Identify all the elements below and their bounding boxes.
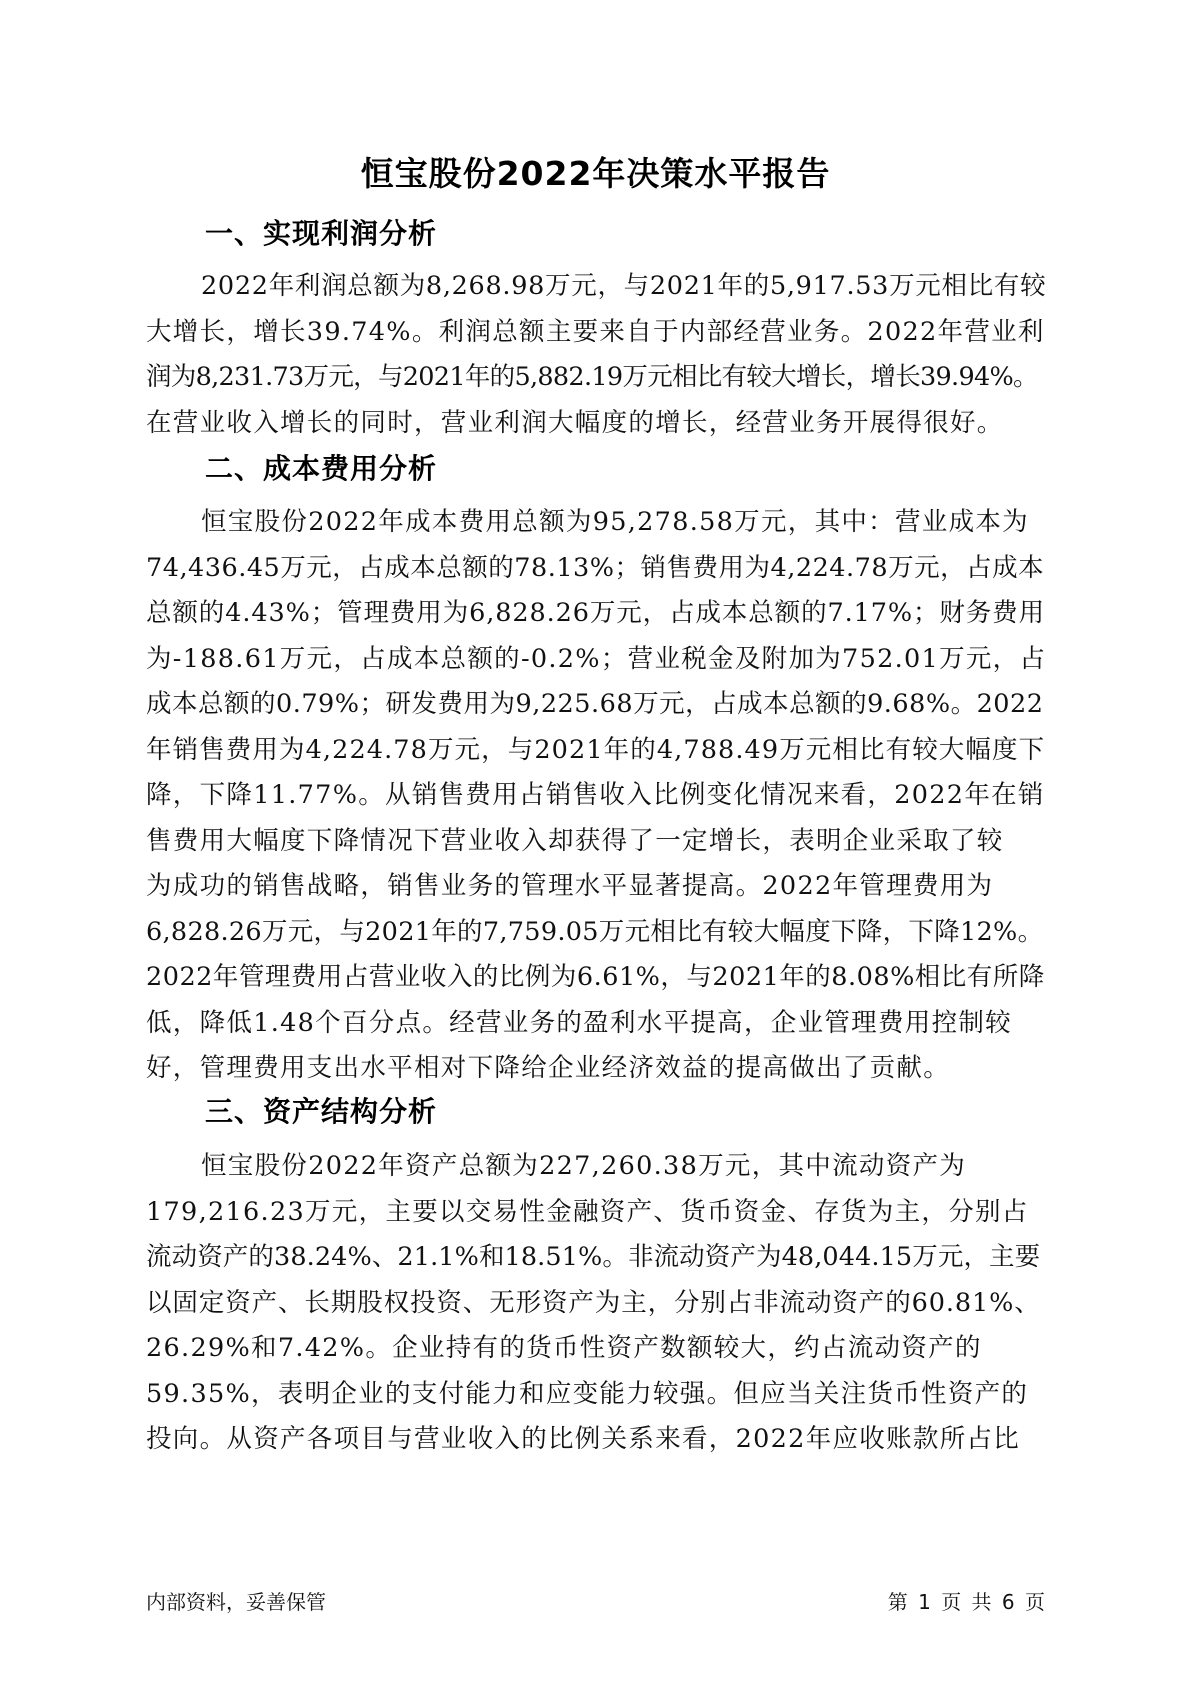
paragraph-line: 以固定资产、长期股权投资、无形资产为主，分别占非流动资产的60.81%、 [146, 1287, 1041, 1318]
paragraph-line: 179,216.23万元，主要以交易性金融资产、货币资金、存货为主，分别占 [146, 1196, 1029, 1227]
paragraph-line: 6,828.26万元，与2021年的7,759.05万元相比有较大幅度下降，下降12%。 [146, 916, 1044, 947]
paragraph-line: 26.29%和7.42%。企业持有的货币性资产数额较大，约占流动资产的 [146, 1333, 982, 1363]
paragraph-line: 低，降低1.48个百分点。经营业务的盈利水平提高，企业管理费用控制较 [146, 1007, 1012, 1038]
paragraph-line: 年销售费用为4,224.78万元，与2021年的4,788.49万元相比有较大幅度下 [146, 734, 1046, 765]
section-heading-cost: 二、成本费用分析 [205, 452, 438, 485]
section-body-profit [146, 264, 1046, 446]
paragraph-line: 为-188.61万元，占成本总额的-0.2%；营业税金及附加为752.01万元，占 [146, 643, 1047, 674]
paragraph-line: 总额的4.43%；管理费用为6,828.26万元，占成本总额的7.17%；财务费用 [146, 598, 1045, 628]
paragraph-line: 74,436.45万元，占成本总额的78.13%；销售费用为4,224.78万元，占成本 [146, 552, 1045, 583]
page-title: 恒宝股份2022年决策水平报告 [360, 154, 831, 193]
section-body-cost [146, 500, 1046, 1092]
paragraph-line: 在营业收入增长的同时，营业利润大幅度的增长，经营业务开展得很好。 [146, 407, 1004, 438]
paragraph-line: 2022年管理费用占营业收入的比例为6.61%，与2021年的8.08%相比有所降 [146, 962, 1045, 992]
paragraph-line: 大增长，增长39.74%。利润总额主要来自于内部经营业务。2022年营业利 [146, 316, 1045, 347]
paragraph-line: 降，下降11.77%。从销售费用占销售收入比例变化情况来看，2022年在销 [146, 780, 1045, 810]
paragraph-line: 为成功的销售战略，销售业务的管理水平显著提高。2022年管理费用为 [146, 871, 994, 901]
paragraph-line: 好，管理费用支出水平相对下降给企业经济效益的提高做出了贡献。 [146, 1053, 951, 1083]
paragraph-line: 59.35%，表明企业的支付能力和应变能力较强。但应当关注货币性资产的 [146, 1378, 1029, 1409]
paragraph-line: 成本总额的0.79%；研发费用为9,225.68万元，占成本总额的9.68%。2022 [146, 689, 1044, 719]
paragraph-line: 投向。从资产各项目与营业收入的比例关系来看，2022年应收账款所占比 [146, 1424, 1021, 1454]
section-heading-assets: 三、资产结构分析 [205, 1095, 438, 1128]
paragraph-line: 流动资产的38.24%、21.1%和18.51%。非流动资产为48,044.15万元，主要 [146, 1242, 1041, 1272]
paragraph-line: 恒宝股份2022年成本费用总额为95,278.58万元，其中：营业成本为 [201, 507, 1029, 537]
section-body-assets [146, 1144, 1046, 1463]
paragraph-line: 售费用大幅度下降情况下营业收入却获得了一定增长，表明企业采取了较 [146, 825, 1004, 856]
section-heading-profit: 一、实现利润分析 [205, 217, 438, 250]
paragraph-line: 润为8,231.73万元，与2021年的5,882.19万元相比有较大增长，增长39.94%。 [146, 362, 1038, 392]
footer-confidential-note: 内部资料，妥善保管 [146, 1590, 326, 1614]
paragraph-line: 恒宝股份2022年资产总额为227,260.38万元，其中流动资产为 [201, 1151, 967, 1181]
footer-page-number: 第 1 页 共 6 页 [887, 1590, 1045, 1614]
paragraph-line: 2022年利润总额为8,268.98万元，与2021年的5,917.53万元相比有较 [201, 271, 1047, 301]
